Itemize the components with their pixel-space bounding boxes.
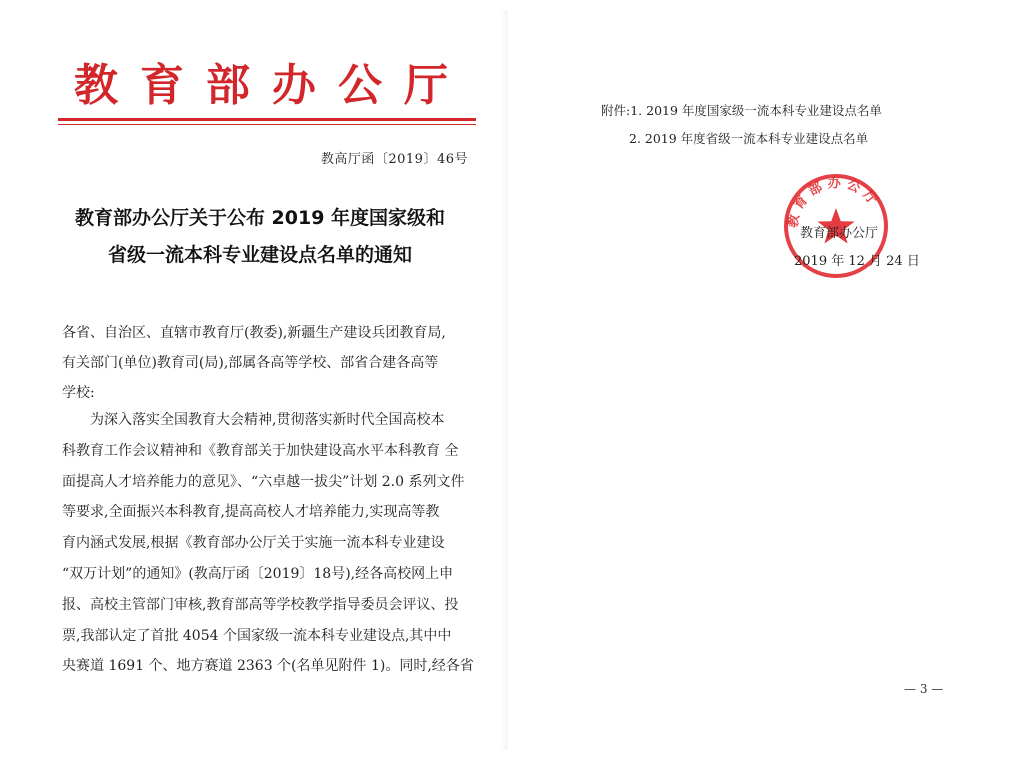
body-line: 票,我部认定了首批 4054 个国家级一流本科专业建设点,其中中 [62,627,452,644]
addressee-line: 学校: [62,385,95,401]
attachments [601,97,882,153]
body-line: 央赛道 1691 个、地方赛道 2363 个(名单见附件 1)。同时,经各省 [62,658,474,675]
right-page [508,0,1024,768]
title-line: 省级一流本科专业建设点名单的通知 [107,244,412,266]
addressee-line: 有关部门(单位)教育司(局),部属各高等学校、部省合建各高等 [62,355,439,371]
left-page [0,0,508,768]
body-line: 育内涵式发展,根据《教育部办公厅关于实施一流本科专业建设 [62,535,445,552]
attachment-line: 附件:1. 2019 年度国家级一流本科专业建设点名单 [601,103,882,118]
masthead-rule-thick [58,118,476,121]
masthead: 教育部办公厅 [74,60,470,111]
issuer: 教育部办公厅 [800,226,879,241]
issue-date: 2019 年 12 月 24 日 [794,254,920,269]
page-number: — 3 — [904,682,944,696]
addressees [62,318,482,408]
addressee-line: 各省、自治区、直辖市教育厅(教委),新疆生产建设兵团教育局, [62,325,446,341]
body-line: 报、高校主管部门审核,教育部高等学校教学指导委员会评议、投 [62,596,459,613]
attachment-line: 2. 2019 年度省级一流本科专业建设点名单 [629,131,869,146]
body-line: 等要求,全面振兴本科教育,提高高校人才培养能力,实现高等教 [62,504,440,521]
seal-text: 教育部办公厅 [785,176,883,230]
notice-body [62,405,482,682]
body-line: 科教育工作会议精神和《教育部关于加快建设高水平本科教育 全 [62,442,459,459]
title-line: 教育部办公厅关于公布 2019 年度国家级和 [74,207,446,229]
masthead-rule-thin [58,124,476,125]
notice-title [40,200,480,274]
body-line: “双万计划”的通知》(教高厅函〔2019〕18号),经各高校网上申 [62,565,454,582]
doc-number: 教高厅函〔2019〕46号 [320,152,468,167]
body-line: 面提高人才培养能力的意见》、“六卓越一拔尖”计划 2.0 系列文件 [62,473,465,490]
body-line: 为深入落实全国教育大会精神,贯彻落实新时代全国高校本 [90,412,445,428]
